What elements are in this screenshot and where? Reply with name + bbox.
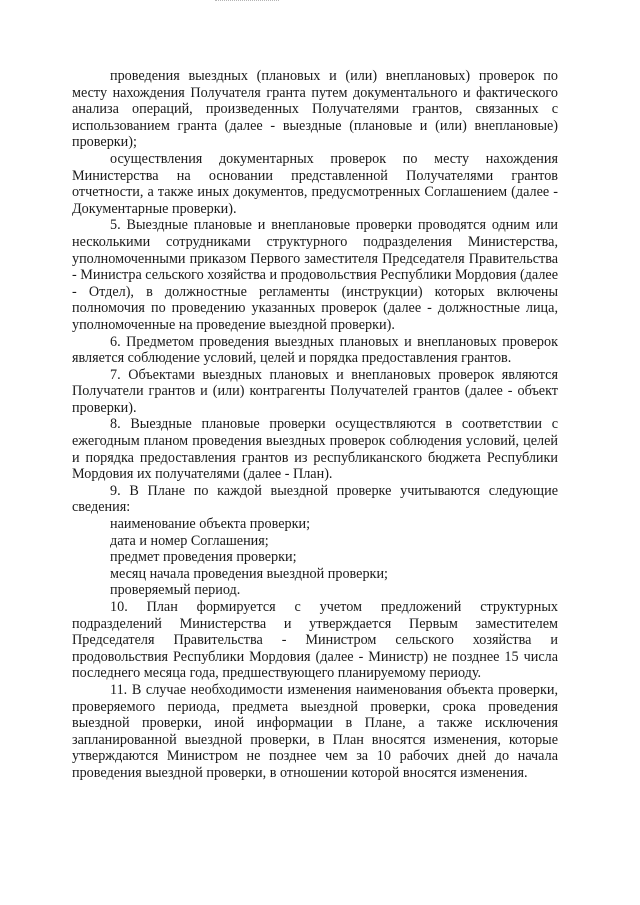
paragraph-7: 7. Объектами выездных плановых и внеплановых проверок являются Получатели грантов и (или) контрагенты Получателей грантов (далее - объект проверки).	[72, 366, 558, 416]
scan-artifact-mark	[215, 0, 279, 4]
paragraph-9: 9. В Плане по каждой выездной проверке учитываются следующие сведения:	[72, 482, 558, 516]
list-item: дата и номер Соглашения;	[110, 532, 269, 549]
paragraph-inspections-documentary: осуществления документарных проверок по месту нахождения Министерства на основании представленной Получателями грантов отчетности, а также иных документов, предусмотренных Соглашением (далее - Документарные проверки).	[72, 150, 558, 217]
paragraph-11: 11. В случае необходимости изменения наименования объекта проверки, проверяемого периода, предмета выездной проверки, срока проведения выездной проверки, иной информации в Плане, а также исключения запланированной выездной проверки, в План вносятся изменения, которые утверждаются Министром не позднее чем за 10 рабочих дней до начала проведения выездной проверки, в отношении которой вносятся изменения.	[72, 681, 558, 781]
plan-details-list	[72, 516, 558, 599]
paragraph-10: 10. План формируется с учетом предложений структурных подразделений Министерства и утверждается Первым заместителем Председателя Правительства - Министром сельского хозяйства и продовольствия Республики Мордовия (далее - Министр) не позднее 15 числа последнего месяца года, предшествующего планируемому периоду.	[72, 599, 558, 682]
paragraph-8: 8. Выездные плановые проверки осуществляются в соответствии с ежегодным планом проведения выездных проверок соблюдения условий, целей и порядка предоставления грантов из республиканского бюджета Республики Мордовия их получателями (далее - План).	[72, 416, 558, 483]
list-item: наименование объекта проверки;	[110, 516, 311, 533]
paragraph-5: 5. Выездные плановые и внеплановые проверки проводятся одним или несколькими сотрудниками структурного подразделения Министерства, уполномоченными приказом Первого заместителя Председателя Правительства - Министра сельского хозяйства и продовольствия Республики Мордовия (далее - Отдел), в должностные регламенты (инструкции) которых включены полномочия по проведению указанных проверок (далее - должностные лица, уполномоченные на проведение выездной проверки).	[72, 217, 558, 333]
paragraph-6: 6. Предметом проведения выездных плановых и внеплановых проверок является соблюдение условий, целей и порядка предоставления грантов.	[72, 333, 558, 367]
list-item: предмет проведения проверки;	[110, 549, 297, 566]
paragraph-inspections-onsite: проведения выездных (плановых и (или) внеплановых) проверок по месту нахождения Получателя гранта путем документального и фактического анализа операций, произведенных Получателями грантов, связанных с использованием гранта (далее - выездные (плановые и (или) внеплановые) проверки);	[72, 68, 558, 151]
document-page	[72, 68, 558, 782]
list-item: проверяемый период.	[110, 582, 241, 599]
list-item: месяц начала проведения выездной проверки;	[110, 565, 388, 582]
